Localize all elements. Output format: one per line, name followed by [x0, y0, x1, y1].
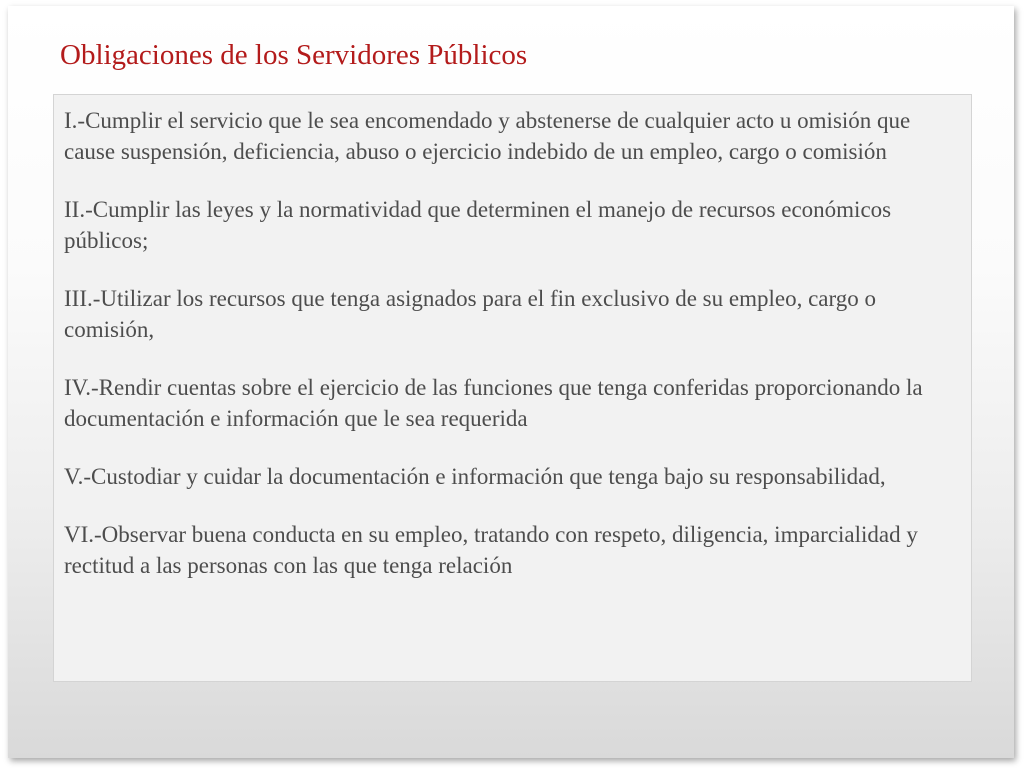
slide — [8, 6, 1014, 758]
obligation-item-6: VI.-Observar buena conducta en su empleo, tratando con respeto, diligencia, imparcialidad y rectitud a las personas con las que tenga relación — [64, 522, 918, 578]
slide-title: Obligaciones de los Servidores Públicos — [60, 39, 528, 71]
obligation-item-2: II.-Cumplir las leyes y la normatividad que determinen el manejo de recursos económicos públicos; — [64, 197, 892, 253]
obligations-text-box — [53, 94, 972, 682]
obligation-item-3: III.-Utilizar los recursos que tenga asignados para el fin exclusivo de su empleo, cargo o comisión, — [64, 286, 876, 342]
obligation-item-4: IV.-Rendir cuentas sobre el ejercicio de las funciones que tenga conferidas proporcionando la documentación e información que le sea requerida — [64, 375, 923, 431]
obligation-item-1: I.-Cumplir el servicio que le sea encomendado y abstenerse de cualquier acto u omisión que cause suspensión, deficiencia, abuso o ejercicio indebido de un empleo, cargo o comisión — [64, 108, 911, 164]
obligation-item-5: V.-Custodiar y cuidar la documentación e información que tenga bajo su responsabilidad, — [64, 464, 886, 489]
